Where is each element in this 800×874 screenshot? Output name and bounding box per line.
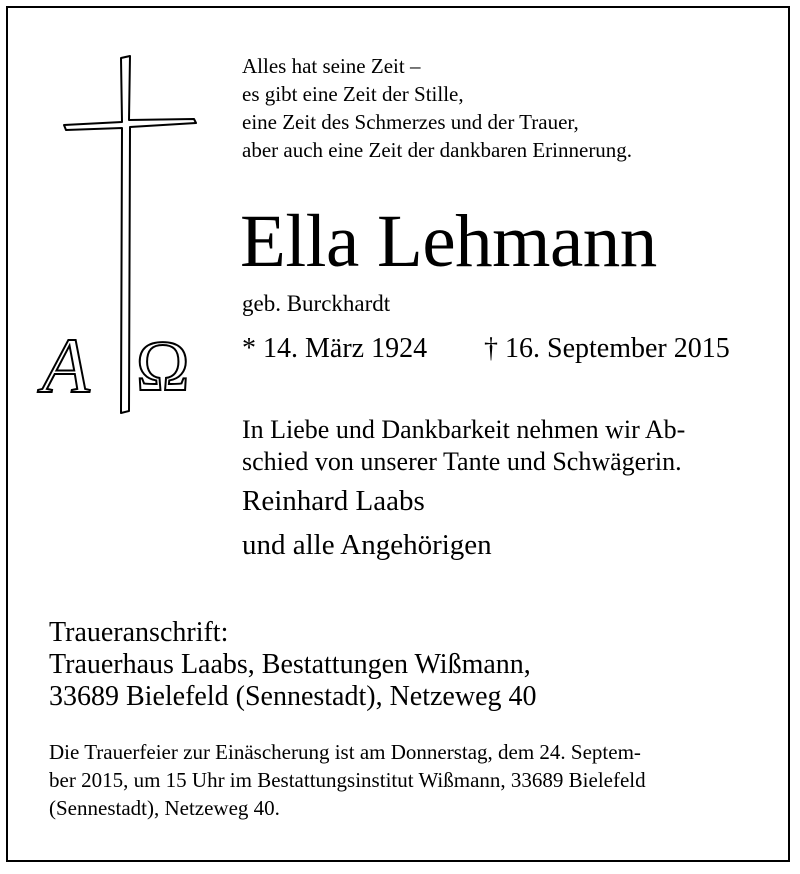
birth-date: * 14. März 1924 [242,333,428,364]
signatory-relatives: und alle Angehörigen [242,529,492,561]
address-line: Traueranschrift: [49,617,229,648]
verse-line: eine Zeit des Schmerzes und der Trauer, [242,110,579,134]
farewell-text [242,414,685,478]
mourning-address [49,617,537,713]
farewell-line: In Liebe und Dankbarkeit nehmen wir Ab- [242,415,686,444]
verse-line: Alles hat seine Zeit – [242,54,421,78]
service-line: Die Trauerfeier zur Einäscherung ist am Donnerstag, dem 24. Septem- [49,740,641,764]
deceased-name: Ella Lehmann [240,200,657,283]
omega-glyph: Ω [136,326,190,406]
service-line: ber 2015, um 15 Uhr im Bestattungsinstitut Wißmann, 33689 Bielefeld [49,768,646,792]
verse-line: es gibt eine Zeit der Stille, [242,82,464,106]
address-line: 33689 Bielefeld (Sennestadt), Netzeweg 40 [49,681,537,712]
alpha-glyph: A [42,322,90,409]
cross-alpha-omega-icon [36,52,216,422]
funeral-service-info [49,738,646,822]
birth-name: geb. Burckhardt [242,291,391,316]
death-date: † 16. September 2015 [484,333,730,364]
address-line: Trauerhaus Laabs, Bestattungen Wißmann, [49,649,531,680]
service-line: (Sennestadt), Netzeweg 40. [49,796,280,820]
verse-line: aber auch eine Zeit der dankbaren Erinnerung. [242,138,633,162]
signatory-name: Reinhard Laabs [242,485,425,517]
farewell-line: schied von unserer Tante und Schwägerin. [242,447,682,476]
verse [242,52,632,164]
